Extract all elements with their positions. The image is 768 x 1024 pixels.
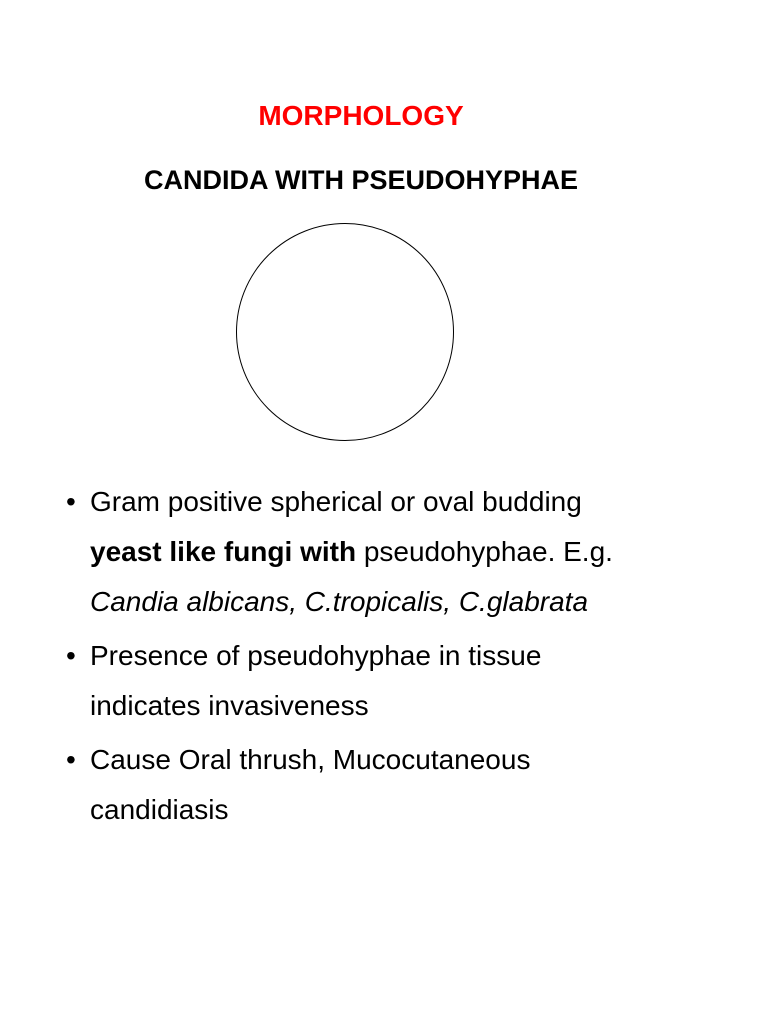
bullet-icon: • (66, 640, 76, 671)
list-item (66, 477, 756, 627)
page-title-container (0, 96, 722, 136)
bullet-1-bold-text: yeast like fungi with (90, 536, 357, 567)
bullet-1-line-1: Gram positive spherical or oval budding (90, 486, 582, 517)
bullet-2-line-2: indicates invasiveness (90, 690, 369, 721)
list-item (66, 631, 756, 731)
list-item (66, 735, 756, 835)
circle-figure (236, 223, 454, 441)
page-subtitle-container (0, 160, 722, 200)
bullet-icon: • (66, 744, 76, 775)
bullet-3-line-2: candidiasis (90, 794, 229, 825)
bullet-list (66, 477, 756, 839)
bullet-1-line-3 (90, 577, 756, 627)
page-subtitle: CANDIDA WITH PSEUDOHYPHAE (143, 165, 579, 195)
bullet-1-species-list: Candia albicans, C.tropicalis, C.glabrata (90, 586, 589, 617)
bullet-icon: • (66, 486, 76, 517)
page-title: MORPHOLOGY (258, 100, 464, 131)
bullet-1-line-2 (90, 527, 756, 577)
bullet-2-line-1: Presence of pseudohyphae in tissue (90, 640, 542, 671)
bullet-3-line-1: Cause Oral thrush, Mucocutaneous (90, 744, 531, 775)
bullet-1-line-2-rest: pseudohyphae. E.g. (356, 536, 613, 567)
